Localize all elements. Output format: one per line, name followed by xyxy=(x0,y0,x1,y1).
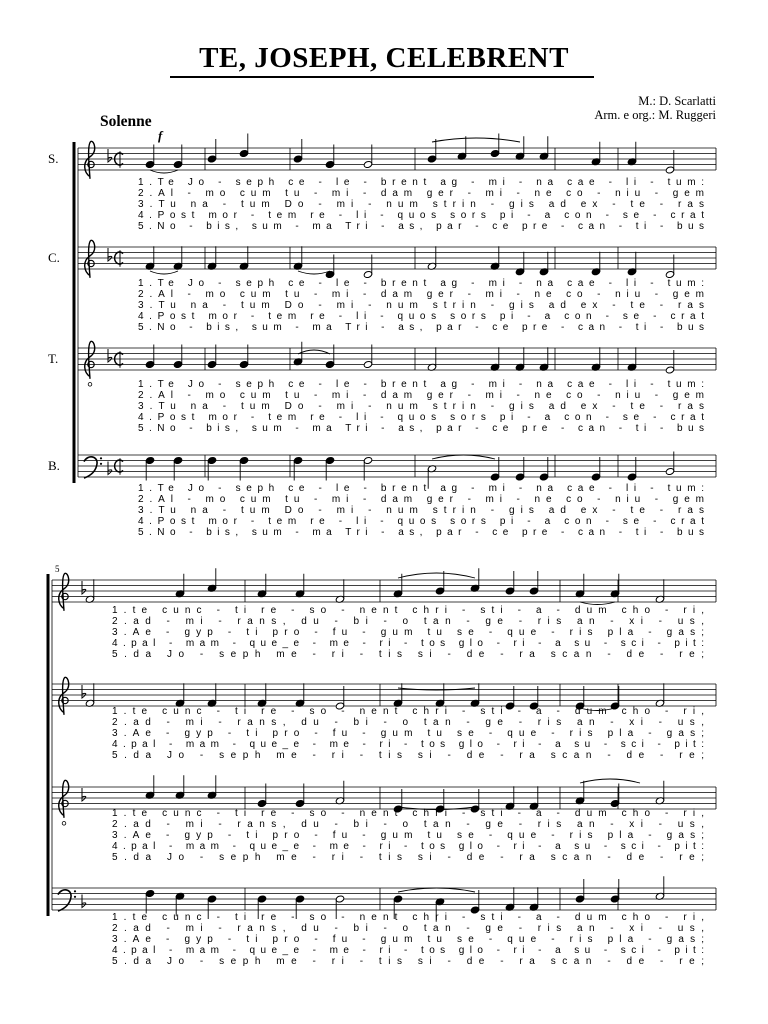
treble-clef xyxy=(85,141,95,178)
flat-sign xyxy=(108,462,112,475)
flat-sign xyxy=(108,349,112,362)
lyric-line: 2.ad - mi - rans, du - bi - o tan - ge - ris an - xi - us, xyxy=(112,717,704,728)
staff-3 xyxy=(52,775,716,863)
lyric-line: 3.Tu na - tum Do - mi - num strin - gis ad ex - te - ras xyxy=(138,505,704,516)
lyric-line: 2.Al - mo cum tu - mi - dam ger - mi - ne co - niu - gem xyxy=(138,289,705,300)
lyric-line: 2.Al - mo cum tu - mi - dam ger - mi - ne co - niu - gem xyxy=(138,188,705,199)
lyrics-block xyxy=(138,379,704,434)
slur xyxy=(432,455,495,459)
lyrics-block xyxy=(138,177,704,232)
flat-sign xyxy=(82,895,86,908)
bass-clef-dot xyxy=(100,457,102,459)
note-head xyxy=(325,456,335,464)
lyric-line: 1.Te Jo - seph ce - le - brent ag - mi - na cae - li - tum: xyxy=(138,278,704,289)
note-head xyxy=(515,473,525,481)
lyrics-block xyxy=(112,605,704,660)
note-head xyxy=(145,456,155,464)
note-head xyxy=(539,473,549,481)
bass-clef xyxy=(84,457,97,478)
note-head xyxy=(239,149,249,157)
lyric-line: 3.Ae - gyp - ti pro - fu - gum tu se - que - ris pla - gas; xyxy=(112,728,705,739)
system-2 xyxy=(48,574,52,916)
lyric-line: 3.Tu na - tum Do - mi - num strin - gis ad ex - te - ras xyxy=(138,401,704,412)
note-head xyxy=(257,895,267,903)
lyric-line: 3.Ae - gyp - ti pro - fu - gum tu se - que - ris pla - gas; xyxy=(112,934,705,945)
note-head xyxy=(575,895,585,903)
note-head xyxy=(591,473,601,481)
note-head xyxy=(363,456,373,464)
note-head xyxy=(145,160,155,168)
note-head xyxy=(665,366,675,374)
note-head xyxy=(207,895,217,903)
lyric-line: 4.pal - mam - que_e - me - ri - tos glo - ri - a su - sci - pit: xyxy=(112,841,705,852)
note-head xyxy=(239,456,249,464)
octave-mark xyxy=(62,822,66,826)
staff-4 xyxy=(78,452,716,539)
lyrics-block xyxy=(112,912,704,967)
lyric-line: 4.Post mor - tem re - li - quos sors pi - a con - se - crat xyxy=(138,311,705,322)
note-head xyxy=(207,155,217,163)
lyric-line: 1.Te Jo - seph ce - le - brent ag - mi - na cae - li - tum: xyxy=(138,379,704,390)
voice-label: C. xyxy=(48,250,60,265)
flat-sign xyxy=(82,788,86,801)
lyrics-block xyxy=(112,808,704,863)
slur xyxy=(398,888,475,892)
lyric-line: 3.Ae - gyp - ti pro - fu - gum tu se - que - ris pla - gas; xyxy=(112,627,705,638)
lyric-line: 4.Post mor - tem re - li - quos sors pi - a con - se - crat xyxy=(138,210,705,221)
note-head xyxy=(173,160,183,168)
lyric-line: 5.No - bis, sum - ma Tri - as, par - ce pre - can - ti - bus xyxy=(138,221,704,232)
lyric-line: 1.Te Jo - seph ce - le - brent ag - mi - na cae - li - tum: xyxy=(138,177,704,188)
note-head xyxy=(239,360,249,368)
lyric-line: 2.ad - mi - rans, du - bi - o tan - ge - ris an - xi - us, xyxy=(112,819,704,830)
lyric-line: 1.Te Jo - seph ce - le - brent ag - mi - na cae - li - tum: xyxy=(138,483,704,494)
slur xyxy=(298,271,330,274)
arranger-credit: Arm. e org.: M. Ruggeri xyxy=(594,108,716,122)
note-head xyxy=(207,360,217,368)
bass-clef-dot xyxy=(74,890,76,892)
flat-sign xyxy=(108,149,112,162)
lyric-line: 2.Al - mo cum tu - mi - dam ger - mi - ne co - niu - gem xyxy=(138,390,705,401)
note-head xyxy=(293,155,303,163)
voice-label: S. xyxy=(48,151,59,166)
lyric-line: 1.te cunc - ti re - so - nent chri - sti - a - dum cho - ri, xyxy=(112,605,705,616)
note-head xyxy=(490,149,500,157)
staff-2 xyxy=(78,240,716,333)
lyric-line: 5.No - bis, sum - ma Tri - as, par - ce pre - can - ti - bus xyxy=(138,527,704,538)
composer-credit: M.: D. Scarlatti xyxy=(638,94,716,108)
lyric-line: 2.ad - mi - rans, du - bi - o tan - ge - ris an - xi - us, xyxy=(112,923,704,934)
voice-label: B. xyxy=(48,458,60,473)
note-head xyxy=(325,360,335,368)
lyric-line: 4.pal - mam - que_e - me - ri - tos glo - ri - a su - sci - pit: xyxy=(112,638,705,649)
note-head xyxy=(363,160,373,168)
measure-number: 5 xyxy=(55,564,60,574)
treble-clef xyxy=(59,677,69,714)
system-1 xyxy=(48,142,78,483)
flat-sign xyxy=(108,248,112,261)
staff-1 xyxy=(52,568,716,660)
lyric-line: 4.pal - mam - que_e - me - ri - tos glo - ri - a su - sci - pit: xyxy=(112,945,705,956)
lyric-line: 5.da Jo - seph me - ri - tis si - de - ra scan - de - re; xyxy=(112,649,704,660)
note-head xyxy=(435,587,445,595)
lyric-line: 5.da Jo - seph me - ri - tis si - de - ra scan - de - re; xyxy=(112,956,704,967)
note-head xyxy=(490,473,500,481)
lyric-line: 5.No - bis, sum - ma Tri - as, par - ce pre - can - ti - bus xyxy=(138,423,704,434)
treble-8-clef xyxy=(85,341,95,378)
lyric-line: 4.Post mor - tem re - li - quos sors pi - a con - se - crat xyxy=(138,516,705,527)
lyric-line: 5.da Jo - seph me - ri - tis si - de - ra scan - de - re; xyxy=(112,852,704,863)
lyric-line: 3.Ae - gyp - ti pro - fu - gum tu se - que - ris pla - gas; xyxy=(112,830,705,841)
note-head xyxy=(363,360,373,368)
slur xyxy=(432,138,520,142)
bass-clef xyxy=(58,890,71,911)
note-head xyxy=(293,456,303,464)
note-head xyxy=(173,456,183,464)
note-head xyxy=(145,360,155,368)
lyric-line: 2.ad - mi - rans, du - bi - o tan - ge - ris an - xi - us, xyxy=(112,616,704,627)
lyrics-block xyxy=(138,483,704,538)
lyrics-block xyxy=(138,278,704,333)
lyric-line: 1.te cunc - ti re - so - nent chri - sti - a - dum cho - ri, xyxy=(112,912,705,923)
staff-2 xyxy=(52,677,716,761)
voice-label: T. xyxy=(48,351,59,366)
slur xyxy=(580,779,640,783)
note-head xyxy=(295,799,305,807)
octave-mark xyxy=(88,383,92,387)
note-head xyxy=(393,895,403,903)
staff-4 xyxy=(52,876,716,967)
lyrics-block xyxy=(112,706,704,761)
note-head xyxy=(207,456,217,464)
slur xyxy=(150,271,178,274)
lyric-line: 5.No - bis, sum - ma Tri - as, par - ce pre - can - ti - bus xyxy=(138,322,704,333)
note-head xyxy=(325,160,335,168)
bass-clef-dot xyxy=(74,896,76,898)
note-head xyxy=(295,895,305,903)
treble-clef xyxy=(59,573,69,610)
note-head xyxy=(173,360,183,368)
treble-8-clef xyxy=(59,780,69,817)
lyric-line: 5.da Jo - seph me - ri - tis si - de - ra scan - de - re; xyxy=(112,750,704,761)
bass-clef-dot xyxy=(100,463,102,465)
lyric-line: 2.Al - mo cum tu - mi - dam ger - mi - ne co - niu - gem xyxy=(138,494,705,505)
flat-sign xyxy=(82,581,86,594)
lyric-line: 1.te cunc - ti re - so - nent chri - sti - a - dum cho - ri, xyxy=(112,808,705,819)
note-head xyxy=(257,799,267,807)
note-head xyxy=(427,155,437,163)
lyric-line: 4.Post mor - tem re - li - quos sors pi - a con - se - crat xyxy=(138,412,705,423)
note-head xyxy=(529,587,539,595)
slur xyxy=(398,573,475,578)
flat-sign xyxy=(82,685,86,698)
lyric-line: 4.pal - mam - que_e - me - ri - tos glo - ri - a su - sci - pit: xyxy=(112,739,705,750)
tempo-marking: Solenne xyxy=(100,113,152,130)
slur xyxy=(150,170,178,173)
note-head xyxy=(335,895,345,903)
note-head xyxy=(665,166,675,174)
lyric-line: 1.te cunc - ti re - so - nent chri - sti - a - dum cho - ri, xyxy=(112,706,705,717)
note-head xyxy=(665,467,675,475)
staff-1 xyxy=(78,134,716,233)
note-head xyxy=(145,889,155,897)
lyric-line: 3.Tu na - tum Do - mi - num strin - gis ad ex - te - ras xyxy=(138,300,704,311)
note-head xyxy=(627,473,637,481)
lyric-line: 3.Tu na - tum Do - mi - num strin - gis ad ex - te - ras xyxy=(138,199,704,210)
treble-clef xyxy=(85,240,95,277)
page-title: TE, JOSEPH, CELEBRENT xyxy=(199,42,569,74)
dynamic-marking: f xyxy=(158,128,163,143)
staff-3 xyxy=(78,341,716,434)
note-head xyxy=(505,587,515,595)
